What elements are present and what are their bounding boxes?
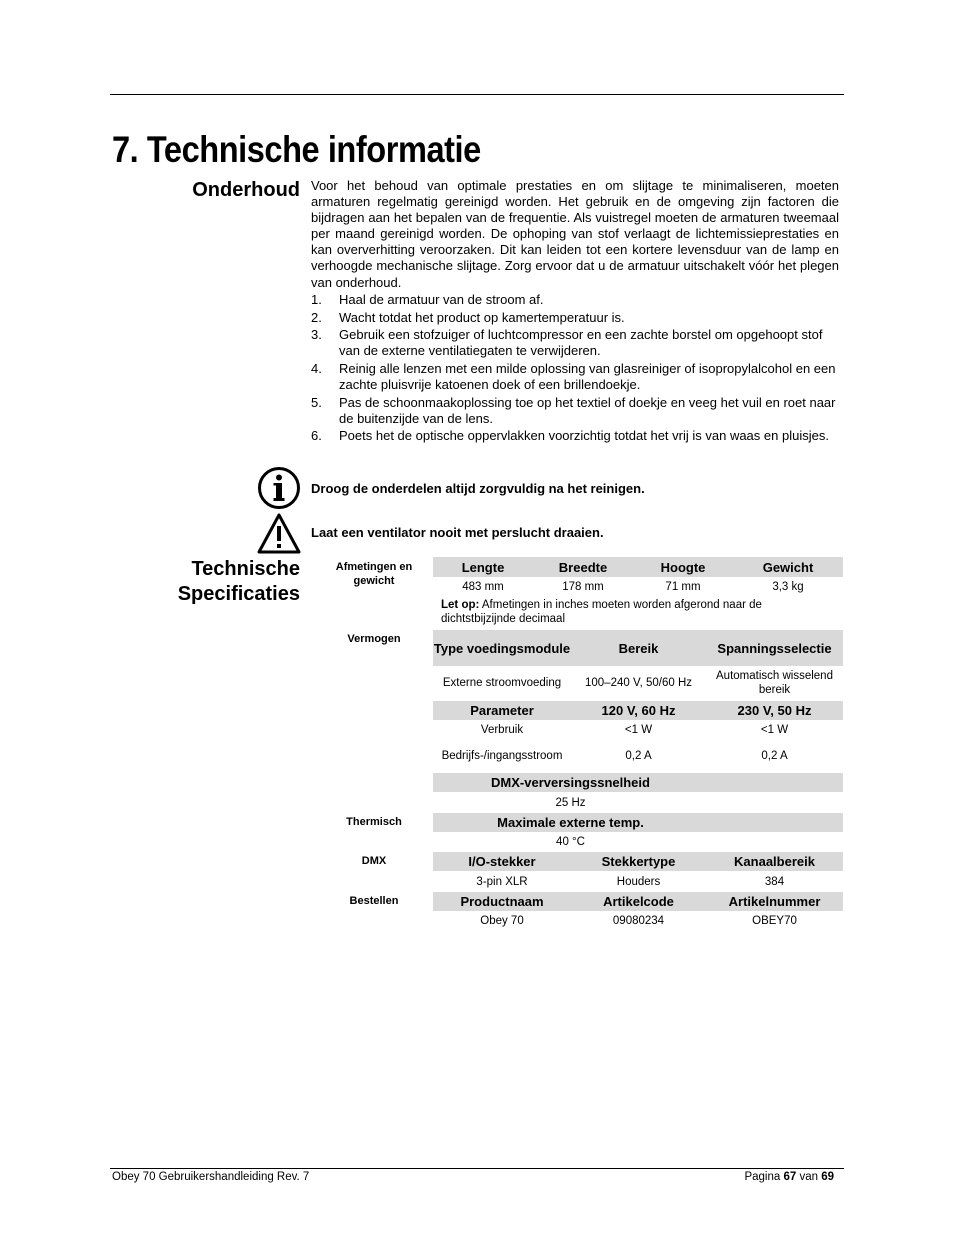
table-cell: Houders (616, 876, 661, 888)
step-number: 4. (311, 360, 322, 376)
warning-note: Laat een ventilator nooit met perslucht draaien. (311, 525, 604, 540)
table-header-cell: Artikelcode (603, 894, 674, 909)
step-number: 3. (311, 327, 322, 343)
table-cell: <1 W (624, 724, 653, 736)
step-text: Gebruik een stofzuiger of luchtcompressor en een zachte borstel om opgehoopt stof van de externe ventilatiegaten te verwijderen. (339, 327, 823, 359)
table-header-cell: Bereik (618, 640, 659, 656)
table-header-cell: Productnaam (460, 894, 544, 909)
warning-icon (256, 512, 302, 556)
table-header-cell: Kanaalbereik (734, 854, 815, 869)
section-heading-onderhoud: Onderhoud (192, 179, 300, 201)
info-icon (256, 466, 302, 510)
table-row (433, 721, 843, 739)
footer-document-title: Obey 70 Gebruikershandleiding Rev. 7 (112, 1171, 310, 1183)
table-cell: 178 mm (562, 581, 604, 593)
step-number: 5. (311, 394, 322, 410)
table-cell: 09080234 (612, 915, 665, 927)
table-header-cell: Artikelnummer (728, 894, 821, 909)
step-text: Poets het de optische oppervlakken voorzichtig totdat het vrij is van waas en pluisjes. (339, 428, 829, 444)
table-cell: 384 (764, 876, 785, 888)
table-cell: 0,2 A (625, 750, 652, 762)
list-item (311, 327, 839, 359)
table-header-cell: Type voedingsmodule (433, 640, 571, 656)
table-row (433, 740, 843, 772)
dimensions-note (441, 598, 821, 626)
footer-rule (110, 1168, 844, 1169)
step-number: 2. (311, 309, 322, 325)
table-header-cell: Maximale externe temp. (497, 815, 644, 830)
table-header-cell: I/O-stekker (468, 854, 536, 869)
page-prefix: Pagina (744, 1171, 784, 1183)
maintenance-steps (311, 292, 839, 446)
table-cell: OBEY70 (752, 915, 797, 927)
page-total: 69 (821, 1171, 834, 1183)
table-header-cell: Hoogte (660, 559, 706, 575)
step-text: Reinig alle lenzen met een milde oplossing van glasreiniger of isopropylalcohol en een zachte pluisvrije katoenen doek of een brillendoekje. (339, 360, 836, 392)
table-header-cell: DMX-verversingssnelheid (491, 775, 650, 790)
table-cell: Bedrijfs-/ingangsstroom (441, 750, 563, 762)
list-item (311, 310, 839, 326)
table-header-cell: Spanningsselectie (717, 640, 832, 656)
page-title: 7. Technische informatie (112, 129, 481, 170)
table-header-cell: Parameter (470, 703, 534, 718)
power-supply-header-row (433, 630, 843, 666)
table-row (433, 873, 843, 891)
specs-heading-line2: Specificaties (177, 583, 300, 605)
table-row (433, 912, 843, 930)
table-cell: Externe stroomvoeding (442, 677, 562, 689)
table-cell: 3,3 kg (772, 581, 804, 593)
table-cell: 483 mm (462, 581, 504, 593)
page-separator: van (796, 1171, 822, 1183)
table-cell: 40 °C (556, 836, 585, 848)
list-item (311, 292, 839, 308)
step-number: 6. (311, 428, 322, 444)
table-header-cell: Lengte (461, 559, 505, 575)
table-cell: <1 W (760, 724, 789, 736)
table-header-cell: 120 V, 60 Hz (601, 703, 676, 718)
table-header-cell: Gewicht (762, 559, 814, 575)
section-heading-specs (178, 557, 300, 607)
page-current: 67 (783, 1171, 797, 1183)
note-label: Let op: (441, 599, 480, 611)
header-rule (110, 94, 844, 95)
spec-label-dimensions (318, 560, 430, 588)
table-cell: 3-pin XLR (476, 876, 528, 888)
step-text: Haal de armatuur van de stroom af. (339, 292, 544, 307)
thermal-header-row (433, 813, 843, 832)
spec-label-power: Vermogen (347, 633, 401, 645)
label-line: Afmetingen en (335, 561, 413, 573)
table-cell: Obey 70 (480, 915, 524, 927)
table-cell: 25 Hz (555, 797, 586, 809)
table-row (433, 833, 843, 851)
table-header-cell: Breedte (558, 559, 608, 575)
note-text: Afmetingen in inches moeten worden afgerond naar de dichtstbijzijnde decimaal (441, 599, 762, 625)
maintenance-intro: Voor het behoud van optimale prestaties en om slijtage te minimaliseren, moeten armaturen regelmatig gereinigd worden. Het gebruik en de omgeving zijn factoren die bijdragen aan het bepalen van de frequentie. Als vuistregel moeten de armaturen tweemaal per maand gereinigd worden. De ophoping van stof verlaagt de lichtemissieprestaties en kan oververhitting veroorzaken. Dit kan leiden tot een kortere levensduur van de lamp en verhoogde mechanische slijtage. Zorg ervoor dat u de armatuur uitschakelt vóór het plegen van onderhoud. (311, 178, 839, 290)
spec-label-thermal: Thermisch (346, 816, 402, 828)
dimensions-header-row (433, 557, 843, 577)
step-text: Pas de schoonmaakoplossing toe op het textiel of doekje en veeg het vuil en roet naar de buitenzijde van de lens. (339, 394, 836, 426)
list-item (311, 428, 839, 444)
table-header-cell: Stekkertype (601, 854, 676, 869)
table-row (433, 794, 843, 812)
step-number: 1. (311, 292, 322, 307)
footer-page-number (744, 1171, 834, 1183)
table-cell: 71 mm (665, 581, 701, 593)
table-header-cell: 230 V, 50 Hz (737, 703, 812, 718)
spec-label-ordering: Bestellen (349, 895, 399, 907)
spec-label-dmx: DMX (361, 855, 387, 867)
table-row (433, 667, 843, 699)
list-item (311, 395, 839, 427)
table-cell: Verbruik (480, 724, 524, 736)
power-params-header-row (433, 701, 843, 720)
list-item (311, 361, 839, 393)
table-cell: Automatisch wisselend bereik (716, 670, 833, 696)
info-note: Droog de onderdelen altijd zorgvuldig na het reinigen. (311, 481, 645, 496)
table-cell: 0,2 A (761, 750, 788, 762)
label-line: gewicht (353, 575, 395, 587)
dmx-header-row (433, 852, 843, 871)
table-cell: 100–240 V, 50/60 Hz (585, 677, 692, 689)
ordering-header-row (433, 892, 843, 911)
table-row (433, 578, 843, 596)
specs-heading-line1: Technische (191, 558, 300, 580)
dmx-refresh-header-row (433, 773, 843, 792)
step-text: Wacht totdat het product op kamertemperatuur is. (339, 309, 625, 325)
